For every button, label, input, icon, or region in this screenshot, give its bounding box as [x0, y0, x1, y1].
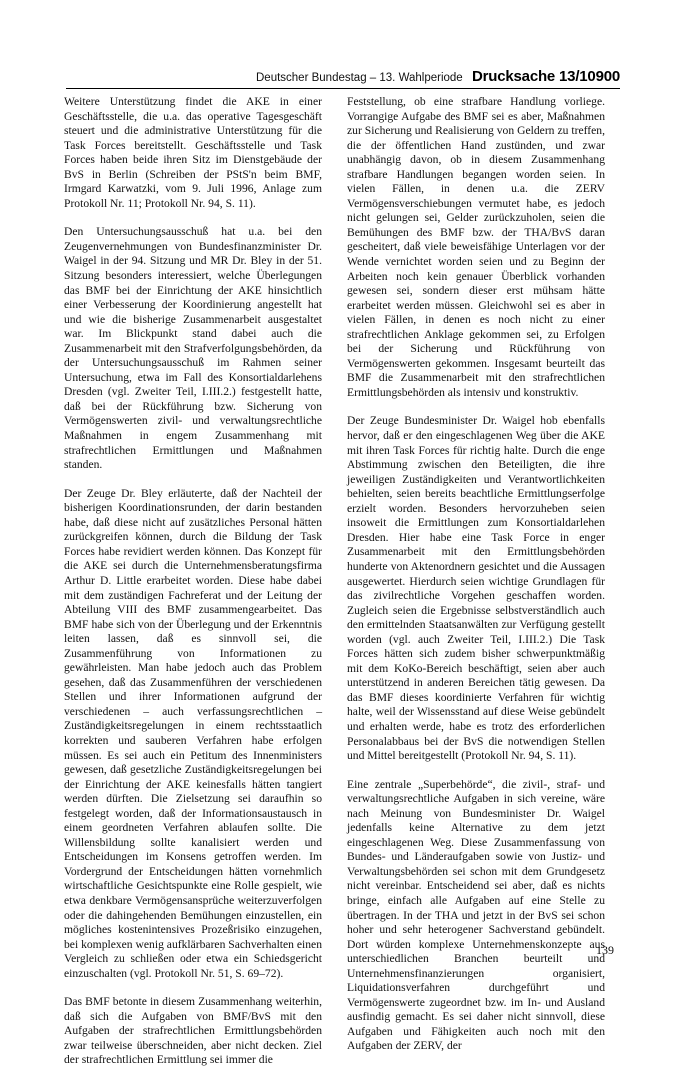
document-number: Drucksache 13/10900	[472, 68, 620, 85]
page-header	[66, 66, 620, 89]
paragraph: Eine zentrale „Superbehörde“, die zivil-, straf- und verwaltungsrechtliche Aufgaben in sich vereine, wäre nach Meinung von Bundesminister Dr. Waigel jedenfalls keine Alternative zu dem jetzt eingeschlagenen Weg. Diese Zusammenfassung von Bundes- und Länderaufgaben sowie von Justiz- und Verwaltungsbehörden sei schon mit dem Grundgesetz nicht vereinbar. Entscheidend sei aber, daß es nichts bringe, einfach alle Aufgaben auf eine Stelle zu übertragen. In der THA und jetzt in der BvS sei schon hoher und sehr heterogener Sachverstand gebündelt. Dort würden komplexe Unternehmenskonzepte aus unterschiedlichen Branchen beurteilt und Unternehmensfinanzierungen organisiert, Liquidationsverfahren durchgeführt und Vermögenswerte zugeordnet bzw. im In- und Ausland ausfindig gemacht. Es sei daher nicht sinnvoll, diese Aufgaben und Fähigkeiten auch noch mit den Aufgaben der ZERV, der	[347, 777, 605, 1053]
paragraph: Der Zeuge Bundesminister Dr. Waigel hob ebenfalls hervor, daß er den eingeschlagenen Weg über die AKE mit ihren Task Forces für richtig halte. Durch die enge Abstimmung zwischen den Beteiligten, die ihre jeweiligen Zuständigkeiten und Verantwortlichkeiten behielten, seien bereits beachtliche Ermittlungserfolge erzielt worden. Besonders hervorzuheben seien insoweit die Ermittlungen zum Konsortialdarlehen Dresden. Hier habe eine Task Force in enger Zusammenarbeit mit den Ermittlungsbehörden hunderte von Aktenordnern gesichtet und die Aussagen ausgewertet. Hierdurch seien wichtige Grundlagen für das zivilrechtliche Vorgehen geschaffen worden. Zugleich seien die Ergebnisse selbstverständlich auch den ermittelnden Staatsanwälten zur Verfügung gestellt worden (vgl. auch Zweiter Teil, I.III.2.) Die Task Forces hätten sich zudem bisher schwerpunktmäßig mit dem KoKo-Bereich beschäftigt, seien aber auch unterstützend in anderen Bereichen tätig gewesen. Da das BMF dieses koordinierte Verfahren für wichtig halte, weil der Wissensstand auf diese Weise gebündelt und erhalten werde, habe es trotz des erforderlichen Personalabbaus bei der BvS die notwendigen Stellen und Mittel bereitgestellt (Protokoll Nr. 94, S. 11).	[347, 414, 605, 763]
header-title: Deutscher Bundestag – 13. Wahlperiode	[256, 72, 463, 84]
paragraph: Weitere Unterstützung findet die AKE in einer Geschäftsstelle, die u.a. das operative Tagesgeschäft steuert und die administrative Unterstützung für die Task Forces bereitstellt. Geschäftsstelle und Task Forces haben beide ihren Sitz im Dienstgebäude der BvS in Berlin (Schreiben der PStS'n beim BMF, Irmgard Karwatzki, vom 9. Juli 1996, Anlage zum Protokoll Nr. 11; Protokoll Nr. 94, S. 11).	[64, 95, 322, 210]
paragraph: Der Zeuge Dr. Bley erläuterte, daß der Nachteil der bisherigen Koordinationsrunden, der darin bestanden habe, daß diese nicht auf zusätzliches Personal hätten zurückgreifen können, durch die Bildung der Task Forces habe revidiert werden können. Das Konzept für die AKE sei durch die Unternehmensberatungsfirma Arthur D. Little erarbeitet worden. Diese habe dabei mit dem zuständigen Fachreferat und der Leitung der Abteilung VIII des BMF zusammengearbeitet. Das BMF habe sich von der Überlegung und der Erkenntnis leiten lassen, daß es sinnvoll sei, die Zusammenführung von Informationen zu gewährleisten. Man habe jedoch auch das Problem gesehen, daß das Zusammenführen der verschiedenen Stellen und ihrer Informationen aufgrund der verschiedenen – auch verfassungsrechtlichen – Zuständigkeitsregelungen in einem rechtsstaatlich korrekten und sauberen Verfahren habe erfolgen müssen. Es sei auch ein Petitum des Innenministers gewesen, daß gesetzliche Zuständigkeitsregelungen bei der Einrichtung der AKE keinesfalls hätten tangiert werden dürften. Die Zielsetzung sei daraufhin so festgelegt worden, daß der Informationsaustausch in einem geordneten Verfahren ablaufen sollte. Die Willensbildung sollte kanalisiert werden und Entscheidungen im Konsens getroffen werden. Im Vordergrund der Entscheidungen hätten vornehmlich wirtschaftliche Gesichtspunkte eine Rolle gespielt, wie etwa denkbare Vermögensansprüche weiterzuverfolgen oder die dahingehenden Bemühungen einzustellen, ein mögliches kostenintensives Prozeßrisiko einzugehen, bei komplexen wenig aufklärbaren Sachverhalten einen Vergleich zu schließen oder etwa ein Schiedsgericht einzuschalten (vgl. Protokoll Nr. 51, S. 69–72).	[64, 486, 322, 980]
right-column	[347, 95, 605, 1054]
page-number: 139	[596, 943, 614, 957]
paragraph: Feststellung, ob eine strafbare Handlung vorliege. Vorrangige Aufgabe des BMF sei es aber, Maßnahmen zur Sicherung und Realisierung von Geldern zu treffen, die der öffentlichen Hand zustünden, und zwar unabhängig davon, ob in diesem Zusammenhang strafbare Handlungen begangen worden seien. In vielen Fällen, in denen u.a. die ZERV Vermögensverschiebungen vermutet habe, es jedoch nicht gelungen sei, Gelder zurückzuholen, seien die Bemühungen des BMF bzw. der THA/BvS daran gescheitert, daß viele beweisfähige Unterlagen vor der Wende vernichtet worden seien und zu Beginn der Arbeiten noch kein genauer Überblick vorhanden gewesen sei, sondern dieser erst mühsam hätte erarbeitet werden müssen. Gleichwohl sei es aber in vielen Fällen, in denen es noch nicht zu einer strafrechtlichen Anklage gekommen sei, zu Erfolgen bei der Sicherung und Rückführung von Vermögenswerten gekommen. Insgesamt beurteilt das BMF die Zusammenarbeit mit den strafrechtlichen Ermittlungsbehörden als intensiv und konstruktiv.	[347, 95, 605, 399]
paragraph: Den Untersuchungsausschuß hat u.a. bei den Zeugenvernehmungen von Bundesfinanzminister Dr. Waigel in der 94. Sitzung und MR Dr. Bley in der 51. Sitzung besonders interessiert, welche Überlegungen das BMF bei der Einrichtung der AKE hinsichtlich einer Verbesserung der Koordinierung angestellt hat und wie die bisherige Zusammenarbeit ausgestaltet war. Im Blickpunkt stand dabei auch die Zusammenarbeit mit den Strafverfolgungsbehörden, da der Untersuchungsausschuß im Rahmen seiner Untersuchung, etwa im Fall des Konsortialdarlehens Dresden (vgl. Zweiter Teil, I.III.2.) festgestellt hatte, daß bei der Rückführung bzw. Sicherung von Vermögenswerten zivil- und verwaltungsrechtliche Maßnahmen in engem Zusammenhang mit strafrechtlichen Ermittlungen und Maßnahmen standen.	[64, 225, 322, 472]
paragraph: Das BMF betonte in diesem Zusammenhang weiterhin, daß sich die Aufgaben von BMF/BvS mit den Aufgaben der strafrechtlichen Ermittlungsbehörden zwar teilweise überschneiden, aber nicht decken. Ziel der strafrechtlichen Ermittlung sei immer die	[64, 995, 322, 1067]
left-column	[64, 95, 322, 1068]
